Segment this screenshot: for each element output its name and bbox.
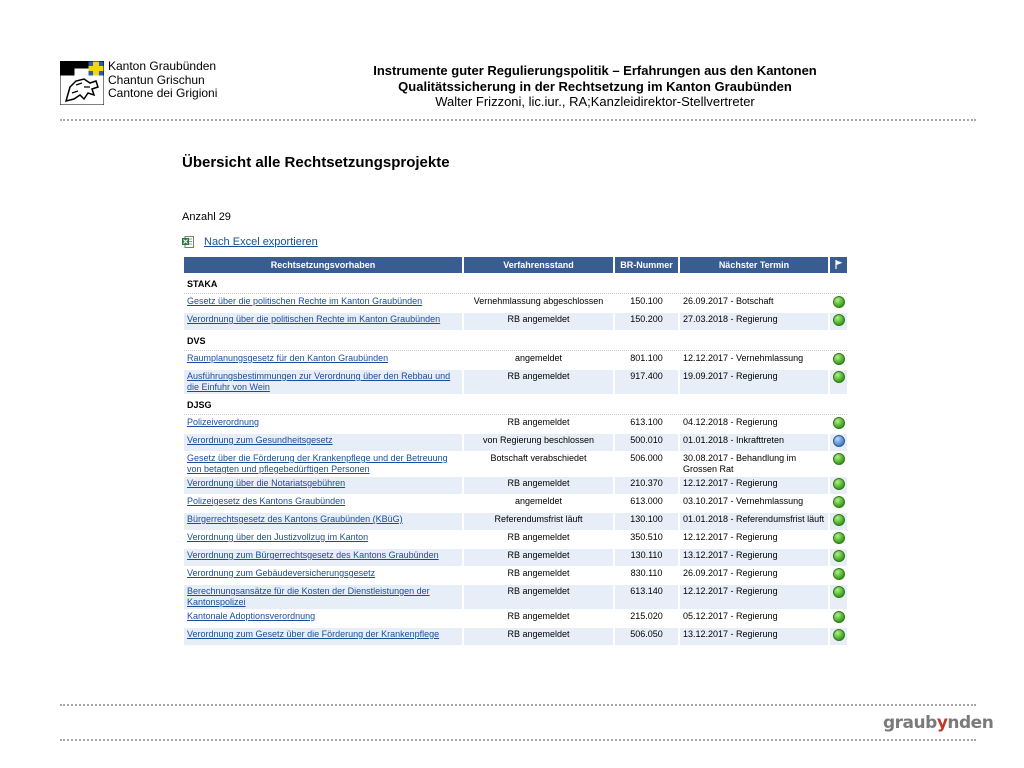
br-number-cell: 801.100 xyxy=(615,352,678,369)
group-row xyxy=(184,331,847,351)
logo-mark: y xyxy=(936,713,948,733)
status-indicator-cell xyxy=(830,295,847,312)
canton-name-rm: Chantun Grischun xyxy=(108,72,205,87)
table-header-row xyxy=(184,257,847,273)
graubuenden-logo xyxy=(883,713,993,733)
status-indicator-cell xyxy=(830,416,847,433)
logo-part-1: grau xyxy=(883,713,926,733)
status-cell: RB angemeldet xyxy=(464,416,613,433)
flag-icon[interactable] xyxy=(835,260,843,269)
project-link[interactable]: Verordnung zum Gebäudeversicherungsgesetz xyxy=(187,568,376,578)
table-row xyxy=(184,434,847,451)
project-link[interactable]: Polizeigesetz des Kantons Graubünden xyxy=(187,496,346,506)
canton-coat-of-arms-icon xyxy=(60,61,104,105)
project-link[interactable]: Berechnungsansätze für die Kosten der Dienstleistungen der Kantonspolizei xyxy=(187,586,430,607)
next-date-cell: 13.12.2017 - Regierung xyxy=(680,628,828,645)
project-cell xyxy=(184,567,462,584)
table-row xyxy=(184,295,847,312)
project-cell xyxy=(184,549,462,566)
br-number-cell: 830.110 xyxy=(615,567,678,584)
project-cell xyxy=(184,434,462,451)
next-date-cell: 01.01.2018 - Referendumsfrist läuft xyxy=(680,513,828,530)
footer-divider-top xyxy=(60,704,976,706)
table-row xyxy=(184,452,847,476)
br-number-cell: 130.100 xyxy=(615,513,678,530)
group-row xyxy=(184,274,847,294)
status-indicator-cell xyxy=(830,567,847,584)
table-row xyxy=(184,352,847,369)
status-cell: RB angemeldet xyxy=(464,549,613,566)
next-date-cell: 30.08.2017 - Behandlung im Grossen Rat xyxy=(680,452,828,476)
status-dot-green-icon xyxy=(833,478,845,490)
project-link[interactable]: Kantonale Adoptionsverordnung xyxy=(187,611,316,621)
br-number-cell: 130.110 xyxy=(615,549,678,566)
title-line-2: Qualitätssicherung in der Rechtsetzung im Kanton Graubünden xyxy=(398,78,792,94)
table-row xyxy=(184,610,847,627)
project-link[interactable]: Verordnung über den Justizvollzug im Kanton xyxy=(187,532,369,542)
project-link[interactable]: Raumplanungsgesetz für den Kanton Graubünden xyxy=(187,353,389,363)
br-number-cell: 150.200 xyxy=(615,313,678,330)
status-indicator-cell xyxy=(830,370,847,394)
status-cell: angemeldet xyxy=(464,352,613,369)
br-number-cell: 215.020 xyxy=(615,610,678,627)
project-cell xyxy=(184,585,462,609)
status-dot-green-icon xyxy=(833,611,845,623)
group-label: DJSG xyxy=(184,395,847,415)
title-line-3: Walter Frizzoni, lic.iur., RA;Kanzleidirektor-Stellvertreter xyxy=(435,94,755,109)
status-dot-green-icon xyxy=(833,496,845,508)
status-cell: RB angemeldet xyxy=(464,370,613,394)
status-dot-green-icon xyxy=(833,629,845,641)
br-number-cell: 613.000 xyxy=(615,495,678,512)
next-date-cell: 12.12.2017 - Vernehmlassung xyxy=(680,352,828,369)
table-row xyxy=(184,567,847,584)
br-number-cell: 150.100 xyxy=(615,295,678,312)
status-cell: RB angemeldet xyxy=(464,531,613,548)
status-cell: RB angemeldet xyxy=(464,585,613,609)
status-dot-green-icon xyxy=(833,568,845,580)
project-cell xyxy=(184,610,462,627)
table-row xyxy=(184,477,847,494)
logo-part-3: nden xyxy=(947,713,994,733)
table-row xyxy=(184,313,847,330)
canton-name-it: Cantone dei Grigioni xyxy=(108,86,218,100)
status-indicator-cell xyxy=(830,549,847,566)
next-date-cell: 19.09.2017 - Regierung xyxy=(680,370,828,394)
status-dot-green-icon xyxy=(833,550,845,562)
status-cell: RB angemeldet xyxy=(464,313,613,330)
project-link[interactable]: Verordnung über die Notariatsgebühren xyxy=(187,478,346,488)
status-indicator-cell xyxy=(830,313,847,330)
br-number-cell: 350.510 xyxy=(615,531,678,548)
project-cell xyxy=(184,295,462,312)
status-cell: RB angemeldet xyxy=(464,477,613,494)
column-header-status[interactable]: Verfahrensstand xyxy=(464,257,613,273)
project-count: Anzahl 29 xyxy=(182,211,231,223)
project-link[interactable]: Ausführungsbestimmungen zur Verordnung über den Rebbau und die Einfuhr von Wein xyxy=(187,371,451,392)
status-dot-blue-icon xyxy=(833,435,845,447)
project-cell xyxy=(184,513,462,530)
canton-name-de: Kanton Graubünden xyxy=(108,59,217,73)
group-label: STAKA xyxy=(184,274,847,294)
next-date-cell: 12.12.2017 - Regierung xyxy=(680,585,828,609)
status-indicator-cell xyxy=(830,434,847,451)
status-cell: Referendumsfrist läuft xyxy=(464,513,613,530)
logo-part-2: b xyxy=(925,713,937,733)
project-cell xyxy=(184,452,462,476)
header-divider xyxy=(60,119,976,121)
group-label: DVS xyxy=(184,331,847,351)
br-number-cell: 506.050 xyxy=(615,628,678,645)
status-indicator-cell xyxy=(830,495,847,512)
br-number-cell: 613.140 xyxy=(615,585,678,609)
status-indicator-cell xyxy=(830,452,847,476)
status-cell: RB angemeldet xyxy=(464,610,613,627)
project-cell xyxy=(184,313,462,330)
projects-table xyxy=(182,256,849,646)
project-link[interactable]: Verordnung über die politischen Rechte im Kanton Graubünden xyxy=(187,314,441,324)
canton-names xyxy=(108,60,217,101)
project-cell xyxy=(184,531,462,548)
project-link[interactable]: Bürgerrechtsgesetz des Kantons Graubünden (KBüG) xyxy=(187,514,403,524)
status-dot-green-icon xyxy=(833,353,845,365)
project-cell xyxy=(184,416,462,433)
column-header-br-number[interactable]: BR-Nummer xyxy=(615,257,678,273)
table-row xyxy=(184,628,847,645)
next-date-cell: 12.12.2017 - Regierung xyxy=(680,531,828,548)
next-date-cell: 05.12.2017 - Regierung xyxy=(680,610,828,627)
br-number-cell: 506.000 xyxy=(615,452,678,476)
status-dot-green-icon xyxy=(833,417,845,429)
project-link[interactable]: Verordnung zum Gesetz über die Förderung der Krankenpflege xyxy=(187,629,440,639)
group-row xyxy=(184,395,847,415)
project-cell xyxy=(184,352,462,369)
status-indicator-cell xyxy=(830,628,847,645)
status-dot-green-icon xyxy=(833,514,845,526)
next-date-cell: 13.12.2017 - Regierung xyxy=(680,549,828,566)
table-row xyxy=(184,416,847,433)
status-indicator-cell xyxy=(830,531,847,548)
status-cell: Botschaft verabschiedet xyxy=(464,452,613,476)
export-excel-link[interactable]: Nach Excel exportieren xyxy=(204,236,318,248)
project-cell xyxy=(184,495,462,512)
status-dot-green-icon xyxy=(833,586,845,598)
column-header-flag[interactable] xyxy=(830,257,847,273)
status-cell: Vernehmlassung abgeschlossen xyxy=(464,295,613,312)
status-indicator-cell xyxy=(830,477,847,494)
project-cell xyxy=(184,628,462,645)
table-row xyxy=(184,495,847,512)
excel-icon[interactable] xyxy=(182,236,194,248)
excel-export[interactable] xyxy=(182,236,318,248)
project-cell xyxy=(184,477,462,494)
status-dot-green-icon xyxy=(833,314,845,326)
project-link[interactable]: Gesetz über die politischen Rechte im Kanton Graubünden xyxy=(187,296,423,306)
project-link[interactable]: Gesetz über die Förderung der Krankenpflege und der Betreuung von betagten und pflegebedürftigen Personen xyxy=(187,453,448,474)
title-line-1: Instrumente guter Regulierungspolitik – Erfahrungen aus den Kantonen xyxy=(373,63,817,78)
br-number-cell: 917.400 xyxy=(615,370,678,394)
column-header-project[interactable]: Rechtsetzungsvorhaben xyxy=(184,257,462,273)
next-date-cell: 26.09.2017 - Botschaft xyxy=(680,295,828,312)
table-row xyxy=(184,585,847,609)
status-indicator-cell xyxy=(830,513,847,530)
table-row xyxy=(184,370,847,394)
project-link[interactable]: Verordnung zum Bürgerrechtsgesetz des Kantons Graubünden xyxy=(187,550,439,560)
next-date-cell: 26.09.2017 - Regierung xyxy=(680,567,828,584)
table-row xyxy=(184,531,847,548)
status-cell: angemeldet xyxy=(464,495,613,512)
table-row xyxy=(184,513,847,530)
status-cell: RB angemeldet xyxy=(464,628,613,645)
column-header-next-date[interactable]: Nächster Termin xyxy=(680,257,828,273)
status-indicator-cell xyxy=(830,610,847,627)
table-row xyxy=(184,549,847,566)
br-number-cell: 613.100 xyxy=(615,416,678,433)
table-body xyxy=(184,274,847,645)
status-dot-green-icon xyxy=(833,296,845,308)
next-date-cell: 03.10.2017 - Vernehmlassung xyxy=(680,495,828,512)
br-number-cell: 500.010 xyxy=(615,434,678,451)
presentation-title xyxy=(290,63,900,110)
status-dot-green-icon xyxy=(833,371,845,383)
project-cell xyxy=(184,370,462,394)
page-title: Übersicht alle Rechtsetzungsprojekte xyxy=(182,154,450,171)
next-date-cell: 01.01.2018 - Inkrafttreten xyxy=(680,434,828,451)
br-number-cell: 210.370 xyxy=(615,477,678,494)
footer-divider-bottom xyxy=(60,739,976,741)
project-link[interactable]: Polizeiverordnung xyxy=(187,417,260,427)
next-date-cell: 12.12.2017 - Regierung xyxy=(680,477,828,494)
status-indicator-cell xyxy=(830,352,847,369)
status-dot-green-icon xyxy=(833,453,845,465)
status-cell: von Regierung beschlossen xyxy=(464,434,613,451)
project-link[interactable]: Verordnung zum Gesundheitsgesetz xyxy=(187,435,333,445)
status-dot-green-icon xyxy=(833,532,845,544)
status-cell: RB angemeldet xyxy=(464,567,613,584)
status-indicator-cell xyxy=(830,585,847,609)
next-date-cell: 04.12.2018 - Regierung xyxy=(680,416,828,433)
next-date-cell: 27.03.2018 - Regierung xyxy=(680,313,828,330)
